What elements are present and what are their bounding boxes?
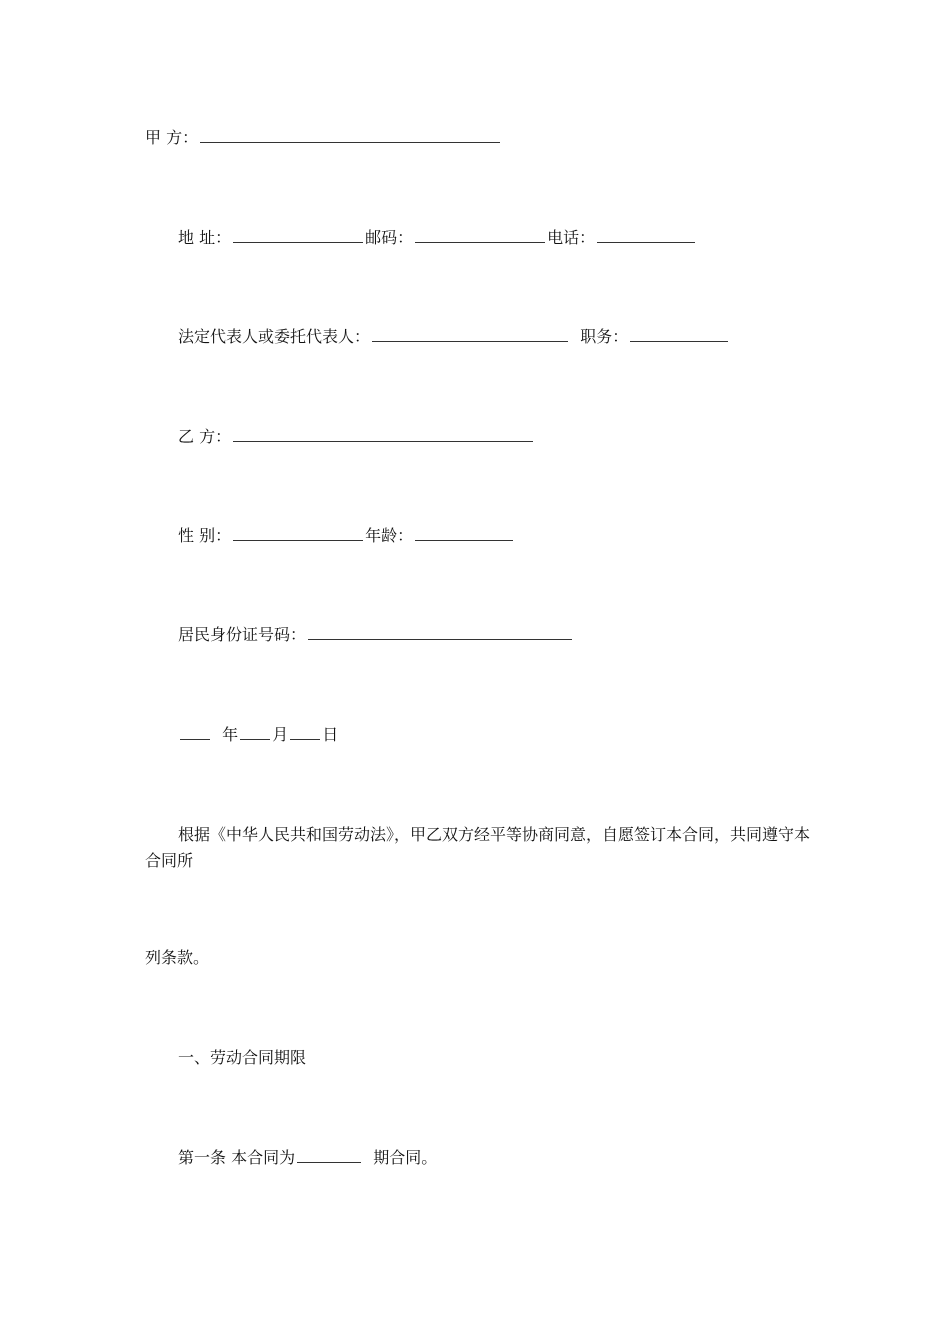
representative-row [178, 325, 730, 349]
date-row [178, 723, 338, 747]
party-a-blank[interactable] [200, 128, 500, 143]
intro-paragraph: 根据《中华人民共和国劳动法》，甲乙双方经平等协商同意，自愿签订本合同，共同遵守本合同所 [145, 825, 811, 870]
party-b-blank[interactable] [233, 427, 533, 442]
id-number-row [178, 623, 574, 647]
article-one-row [178, 1146, 437, 1170]
id-number-blank[interactable] [308, 625, 572, 640]
section-one-heading: 一、劳动合同期限 [178, 1048, 307, 1067]
address-row [178, 226, 697, 250]
party-a-row [145, 126, 502, 150]
contract-term-blank[interactable] [297, 1148, 361, 1163]
day-blank[interactable] [290, 725, 320, 740]
address-label: 地 址： [178, 228, 232, 247]
article-one-suffix: 期合同。 [373, 1148, 438, 1167]
article-one-prefix: 第一条 本合同为 [178, 1148, 296, 1167]
representative-blank[interactable] [372, 327, 568, 342]
year-blank[interactable] [180, 725, 210, 740]
gender-label: 性 别： [178, 526, 232, 545]
representative-label: 法定代表人或委托代表人： [178, 327, 371, 346]
month-blank[interactable] [240, 725, 270, 740]
position-label: 职务： [580, 327, 629, 346]
age-blank[interactable] [415, 526, 513, 541]
intro-continuation: 列条款。 [145, 948, 210, 967]
party-a-label: 甲 方： [145, 128, 199, 147]
month-label: 月 [272, 725, 289, 744]
position-blank[interactable] [630, 327, 728, 342]
party-b-row [178, 425, 535, 449]
gender-blank[interactable] [233, 526, 363, 541]
phone-blank[interactable] [597, 228, 695, 243]
day-label: 日 [322, 725, 339, 744]
age-label: 年龄： [365, 526, 414, 545]
year-label: 年 [222, 725, 239, 744]
id-number-label: 居民身份证号码： [178, 625, 307, 644]
address-blank[interactable] [233, 228, 363, 243]
postcode-label: 邮码： [365, 228, 414, 247]
gender-age-row [178, 524, 515, 548]
phone-label: 电话： [547, 228, 596, 247]
party-b-label: 乙 方： [178, 427, 232, 446]
postcode-blank[interactable] [415, 228, 545, 243]
